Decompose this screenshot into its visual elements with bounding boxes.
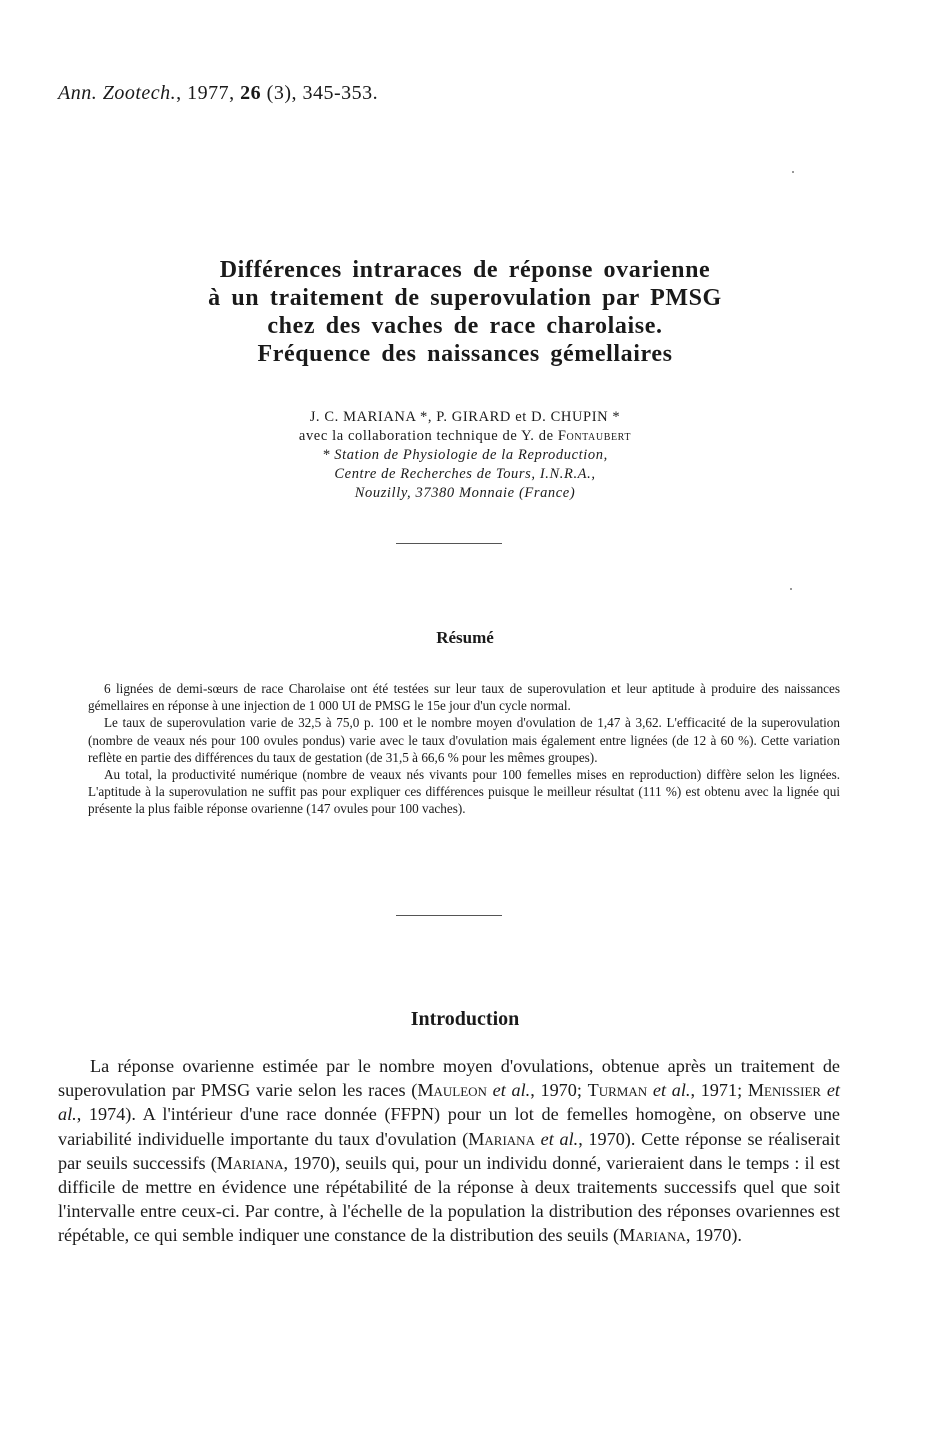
citation-issue-pages: (3), 345-353. <box>261 82 379 104</box>
citation-year: , 1977, <box>176 82 241 104</box>
affiliation-line: Centre de Recherches de Tours, I.N.R.A., <box>334 466 596 482</box>
scan-speck <box>792 171 794 173</box>
resume-paragraph: Au total, la productivité numérique (nombre de veaux nés vivants pour 100 femelles mises en reproduction) diffère selon les lignées. L'aptitude à la superovulation ne suffit pas pour expliquer ces différences puisque le meilleur résultat (111 %) est obtenu avec la lignée qui présente la plus faible réponse ovarienne (147 ovules pour 100 vaches). <box>88 767 840 817</box>
citation-author: Mariana <box>216 1152 284 1173</box>
paper-title <box>60 256 870 368</box>
journal-name: Ann. Zootech. <box>58 82 177 104</box>
citation-author: Turman <box>587 1080 648 1101</box>
intro-segment: La réponse ovarienne estimée par le nombre moyen d'ovulations, obtenue après un traitement de superovulation par PMSG varie selon les races ( <box>58 1056 840 1101</box>
intro-segment: et al. <box>534 1128 579 1149</box>
intro-segment: et al. <box>58 1080 840 1125</box>
citation-author: Mariana <box>468 1128 535 1149</box>
intro-segment: , 1970; <box>530 1080 588 1101</box>
resume-text <box>88 680 840 818</box>
affiliation-line: Nouzilly, 37380 Monnaie (France) <box>354 485 576 501</box>
title-line: Fréquence des naissances gémellaires <box>257 341 673 367</box>
intro-segment: et al. <box>647 1080 691 1101</box>
intro-segment: , 1974). A l'intérieur d'une race donnée (FFPN) pour un lot de femelles homogène, on observe une variabilité individuelle importante du taux d'ovulation ( <box>58 1104 840 1149</box>
introduction-text <box>58 1054 840 1248</box>
author-block <box>60 408 870 503</box>
title-line: Différences intraraces de réponse ovarienne <box>219 257 711 283</box>
citation-author: Mariana <box>619 1225 686 1246</box>
resume-paragraph: 6 lignées de demi-sœurs de race Charolaise ont été testées sur leur taux de superovulation et leur aptitude à produire des naissances gémellaires en réponse à une injection de 1 000 UI de PMSG le 15e jour d'un cycle normal. <box>88 681 840 714</box>
intro-segment: , 1970). Cette réponse se réaliserait par seuils successifs ( <box>58 1128 840 1173</box>
collaboration-line <box>60 427 870 446</box>
intro-segment: , 1970). <box>685 1225 742 1246</box>
citation-author: Menissier <box>747 1080 822 1101</box>
scan-speck <box>790 588 792 590</box>
title-line: à un traitement de superovulation par PMSG <box>208 285 722 311</box>
intro-segment: , 1971; <box>690 1080 748 1101</box>
collaborator-name: Fontaubert <box>557 428 632 444</box>
resume-heading: Résumé <box>436 628 494 647</box>
citation-author: Mauleon <box>417 1080 487 1101</box>
title-line: chez des vaches de race charolaise. <box>267 313 663 339</box>
intro-segment: , 1970), seuils qui, pour un individu donné, varieraient dans le temps : il est difficile de mettre en évidence une répétabilité de la réponse à deux traitements successifs quel que soit l'intervalle entre ceux-ci. Par contre, à l'échelle de la population la distribution des réponses ovariennes est répétable, ce qui semble indiquer une constance de la distribution des seuils ( <box>58 1152 840 1246</box>
intro-segment: et al. <box>486 1080 531 1101</box>
author-names: J. C. MARIANA *, P. GIRARD et D. CHUPIN * <box>309 409 621 425</box>
separator-rule <box>396 915 502 916</box>
introduction-heading: Introduction <box>410 1008 520 1030</box>
affiliation-line: * Station de Physiologie de la Reproduction, <box>322 447 608 463</box>
journal-citation <box>58 82 378 105</box>
citation-volume: 26 <box>240 82 262 104</box>
introduction-paragraph <box>58 1054 840 1248</box>
resume-paragraph: Le taux de superovulation varie de 32,5 à 75,0 p. 100 et le nombre moyen d'ovulation de 1,47 à 3,62. L'efficacité de la superovulation (nombre de veaux nés pour 100 ovules pondus) varie avec le taux d'ovulation mais également entre lignées (de 12 à 60 %). Cette variation reflète en partie des différences du taux de gestation (de 31,5 à 66,6 % pour les mêmes groupes). <box>88 715 840 765</box>
collaboration-prefix: avec la collaboration technique de Y. de <box>298 428 558 444</box>
separator-rule <box>396 543 502 544</box>
